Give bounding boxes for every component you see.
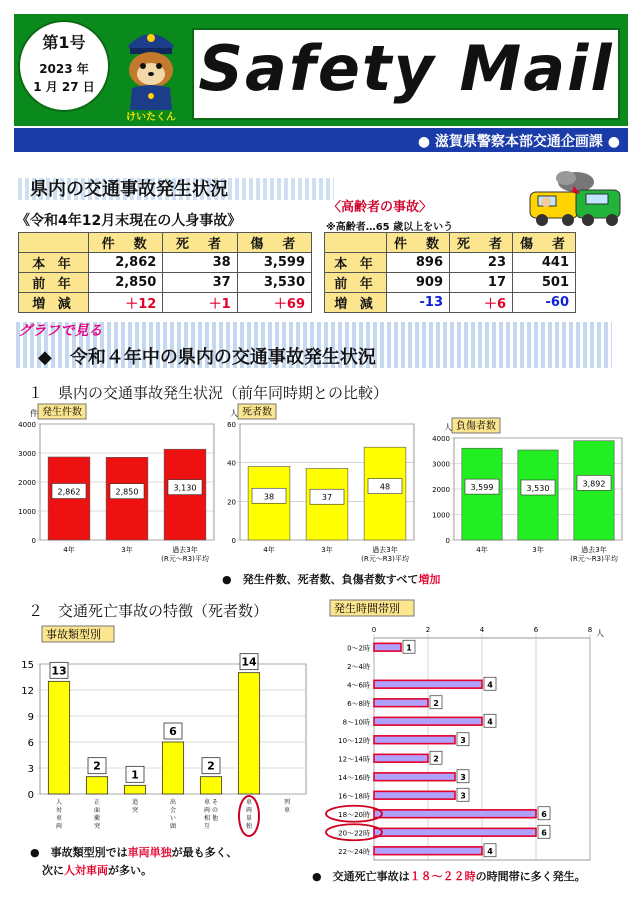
table-header: 死 者 — [163, 233, 237, 253]
row-label: 本 年 — [325, 253, 387, 273]
x-tick-label: 車 — [283, 807, 291, 814]
chart-title: 発生時間帯別 — [334, 602, 400, 615]
x-tick-label: 4 — [479, 626, 485, 634]
data-label: 2,862 — [57, 487, 81, 497]
data-label: 2 — [433, 698, 439, 708]
bar — [374, 847, 482, 855]
data-label: 14 — [241, 655, 257, 669]
note-text: ● 交通死亡事故は — [312, 870, 410, 883]
graph3-note — [312, 868, 586, 884]
data-label: 3 — [460, 772, 466, 782]
x-tick-label: い — [169, 815, 177, 822]
y-tick-label: 60 — [227, 421, 236, 429]
bar — [86, 777, 107, 794]
note-text: 次に — [42, 864, 64, 877]
bar — [238, 673, 259, 794]
graph2-title: ２ 交通死亡事故の特徴（死者数） — [28, 602, 269, 620]
chart-title: 事故類型別 — [46, 628, 101, 641]
table-cell-change: -13 — [387, 293, 450, 313]
y-tick-label: 18～20時 — [338, 810, 370, 819]
data-label: 38 — [263, 492, 275, 502]
y-tick-label: 12～14時 — [338, 755, 370, 764]
x-tick-label: 4年 — [476, 546, 488, 554]
x-tick-label: 相 — [203, 815, 211, 822]
note-highlight: １８～２２時 — [409, 870, 476, 883]
data-label: 4 — [487, 846, 493, 856]
y-tick-label: 20～22時 — [338, 829, 370, 838]
x-tick-label: 正 — [93, 799, 101, 806]
data-label: 3,130 — [173, 483, 197, 493]
bar — [374, 736, 455, 744]
bar — [374, 643, 401, 651]
bar — [374, 754, 428, 762]
table-cell: 38 — [163, 253, 237, 273]
data-label: 2,850 — [115, 487, 139, 497]
graph1-note-text: ● 発生件数、死者数、負傷者数すべて — [222, 573, 419, 586]
graph1-title: １ 県内の交通事故発生状況（前年同時期との比較） — [28, 384, 389, 402]
x-tick-label: 両 — [203, 807, 211, 814]
y-tick-label: 0 — [31, 537, 36, 545]
x-tick-label: 会 — [169, 807, 177, 814]
y-tick-label: 16～18時 — [338, 792, 370, 801]
data-label: 2 — [93, 759, 101, 773]
x-tick-label: 対 — [55, 807, 63, 814]
chart-title: 発生件数 — [42, 407, 82, 418]
x-tick-label: 車 — [245, 799, 253, 806]
table-header: 傷 者 — [237, 233, 311, 253]
x-tick-label: (R元～R3)平均 — [570, 555, 618, 563]
y-tick-label: 3000 — [432, 460, 450, 469]
graph1-note — [222, 571, 440, 587]
table-header: 件 数 — [387, 233, 450, 253]
bar — [374, 828, 536, 836]
x-tick-label: 4年 — [263, 546, 275, 554]
table-cell: 37 — [163, 273, 237, 293]
table-cell: 3,599 — [237, 253, 311, 273]
y-tick-label: 0 — [231, 537, 236, 545]
data-label: 3 — [460, 735, 466, 745]
data-label: 3 — [460, 791, 466, 801]
data-label: 3,599 — [470, 483, 494, 493]
table-cell: 501 — [513, 273, 576, 293]
x-tick-label: 3年 — [121, 546, 133, 554]
x-tick-label: 0 — [371, 626, 377, 634]
x-tick-label: 出 — [169, 799, 177, 806]
y-tick-label: 6～8時 — [347, 699, 370, 708]
x-tick-label: 人 — [55, 799, 63, 806]
x-tick-label: 過去3年 — [372, 546, 398, 554]
data-label: 3,530 — [526, 483, 550, 493]
x-tick-label: 2 — [425, 626, 431, 634]
table-cell: 17 — [450, 273, 513, 293]
table-cell: 441 — [513, 253, 576, 273]
y-tick-label: 3 — [27, 764, 34, 775]
y-tick-label: 4～6時 — [347, 681, 370, 690]
y-tick-label: 8～10時 — [342, 718, 370, 727]
data-label: 3,892 — [582, 479, 606, 489]
data-label: 13 — [51, 664, 67, 678]
x-tick-label: 3年 — [321, 546, 333, 554]
y-tick-label: 15 — [21, 660, 34, 671]
x-tick-label: 列 — [283, 799, 291, 806]
table-cell-change: ＋69 — [237, 293, 311, 313]
table-cell-change: ＋6 — [450, 293, 513, 313]
table-cell-change: ＋12 — [89, 293, 163, 313]
issue-date: 1 月 27 日 — [33, 80, 95, 94]
data-label: 4 — [487, 717, 493, 727]
table-header: 死 者 — [450, 233, 513, 253]
newsletter-title: Safety Mail — [198, 32, 614, 105]
table-cell: 2,862 — [89, 253, 163, 273]
section2-title: ◆ 令和４年中の県内の交通事故発生状況 — [38, 347, 376, 368]
bar — [162, 742, 183, 794]
chart-title: 死者数 — [242, 407, 272, 418]
data-label: 6 — [541, 828, 547, 838]
x-tick-label: 他 — [211, 815, 219, 822]
y-axis-unit: 人 — [444, 423, 452, 432]
bar — [48, 681, 69, 794]
y-tick-label: 0 — [27, 790, 34, 801]
table-cell-change: ＋1 — [163, 293, 237, 313]
table-cell: 909 — [387, 273, 450, 293]
y-tick-label: 4000 — [18, 421, 36, 429]
table-header: 傷 者 — [513, 233, 576, 253]
y-tick-label: 3000 — [18, 450, 36, 458]
x-tick-label: 3年 — [532, 546, 544, 554]
y-tick-label: 22～24時 — [338, 847, 370, 856]
y-tick-label: 2～4時 — [347, 662, 370, 671]
data-label: 4 — [487, 680, 493, 690]
elderly-note: ※高齢者…65 歳以上をいう — [326, 222, 454, 233]
table-header: 件 数 — [89, 233, 163, 253]
row-label: 増 減 — [19, 293, 89, 313]
note-text: が最も多く、 — [171, 846, 238, 859]
bar — [200, 777, 221, 794]
bar — [374, 810, 536, 818]
y-tick-label: 12 — [21, 686, 34, 697]
issue-year: 2023 年 — [39, 62, 89, 76]
y-tick-label: 20 — [227, 498, 236, 507]
bar — [124, 785, 145, 794]
data-label: 6 — [169, 725, 177, 738]
y-tick-label: 0～2時 — [347, 644, 370, 653]
bar — [374, 773, 455, 781]
y-tick-label: 10～12時 — [338, 736, 370, 745]
graph2-note-line1 — [30, 844, 237, 860]
section1-subtitle: 《令和4年12月末現在の人身事故》 — [16, 213, 242, 229]
x-axis-unit: 人 — [596, 629, 604, 638]
note-text: の時間帯に多く発生。 — [475, 870, 586, 883]
x-tick-label: 単 — [245, 815, 253, 822]
data-label: 1 — [406, 643, 412, 653]
row-label: 前 年 — [325, 273, 387, 293]
row-label: 増 減 — [325, 293, 387, 313]
elderly-title: 〈高齢者の事故〉 — [328, 200, 433, 215]
x-tick-label: そ — [211, 799, 219, 806]
x-tick-label: 4年 — [63, 546, 75, 554]
graph2-note-line2 — [42, 862, 152, 878]
chart-title: 負傷者数 — [456, 421, 496, 432]
x-tick-label: 追 — [131, 799, 139, 806]
section1-title: 県内の交通事故発生状況 — [30, 179, 228, 200]
x-tick-label: 車 — [203, 799, 211, 806]
data-label: 6 — [541, 809, 547, 819]
y-tick-label: 6 — [27, 738, 34, 749]
note-text: ● 事故類型別では — [30, 846, 128, 859]
y-axis-unit: 人 — [230, 409, 238, 418]
y-tick-label: 2000 — [432, 486, 450, 494]
x-tick-label: 両 — [245, 807, 253, 814]
x-tick-label: 8 — [587, 626, 593, 634]
y-tick-label: 1000 — [18, 508, 36, 516]
x-tick-label: 独 — [245, 823, 253, 830]
row-label: 前 年 — [19, 273, 89, 293]
x-tick-label: 6 — [533, 626, 539, 634]
x-tick-label: (R元～R3)平均 — [161, 555, 209, 563]
data-label: 2 — [207, 759, 215, 773]
x-tick-label: 過去3年 — [581, 546, 607, 554]
note-highlight: 人対車両 — [64, 864, 108, 877]
y-tick-label: 40 — [227, 459, 236, 468]
table-cell: 2,850 — [89, 273, 163, 293]
data-label: 1 — [131, 768, 139, 782]
note-text: が多い。 — [108, 864, 152, 877]
table-cell: 3,530 — [237, 273, 311, 293]
y-tick-label: 4000 — [432, 435, 450, 443]
row-label: 本 年 — [19, 253, 89, 273]
note-highlight: 車両単独 — [127, 846, 172, 859]
y-tick-label: 2000 — [18, 479, 36, 487]
y-tick-label: 9 — [27, 712, 34, 723]
table-cell: 23 — [450, 253, 513, 273]
x-tick-label: 面 — [93, 807, 101, 814]
issue-number: 第1号 — [42, 33, 86, 52]
y-axis-unit: 件 — [30, 409, 38, 418]
mascot-name: けいたくん — [126, 112, 176, 123]
x-tick-label: 車 — [55, 815, 63, 822]
y-tick-label: 0 — [445, 537, 450, 545]
table-cell-change: -60 — [513, 293, 576, 313]
data-label: 48 — [379, 482, 391, 492]
table-cell: 896 — [387, 253, 450, 273]
x-tick-label: 頭 — [169, 823, 177, 830]
y-tick-label: 1000 — [432, 511, 450, 520]
x-tick-label: 衝 — [93, 815, 101, 822]
bar — [374, 717, 482, 725]
data-label: 37 — [321, 493, 333, 503]
data-label: 2 — [433, 754, 439, 764]
x-tick-label: 互 — [203, 823, 211, 830]
y-tick-label: 14～16時 — [338, 773, 370, 782]
graph1-note-highlight: 増加 — [418, 573, 441, 586]
bar — [374, 791, 455, 799]
x-tick-label: の — [211, 807, 219, 814]
x-tick-label: 突 — [131, 807, 139, 814]
x-tick-label: 過去3年 — [172, 546, 198, 554]
x-tick-label: (R元～R3)平均 — [361, 555, 409, 563]
x-tick-label: 両 — [55, 823, 63, 830]
bar — [374, 699, 428, 707]
bar — [374, 680, 482, 688]
x-tick-label: 突 — [93, 823, 101, 830]
department-name: ● 滋賀県警察本部交通企画課 ● — [417, 134, 620, 150]
graph-tag: グラフで見る — [18, 323, 103, 339]
